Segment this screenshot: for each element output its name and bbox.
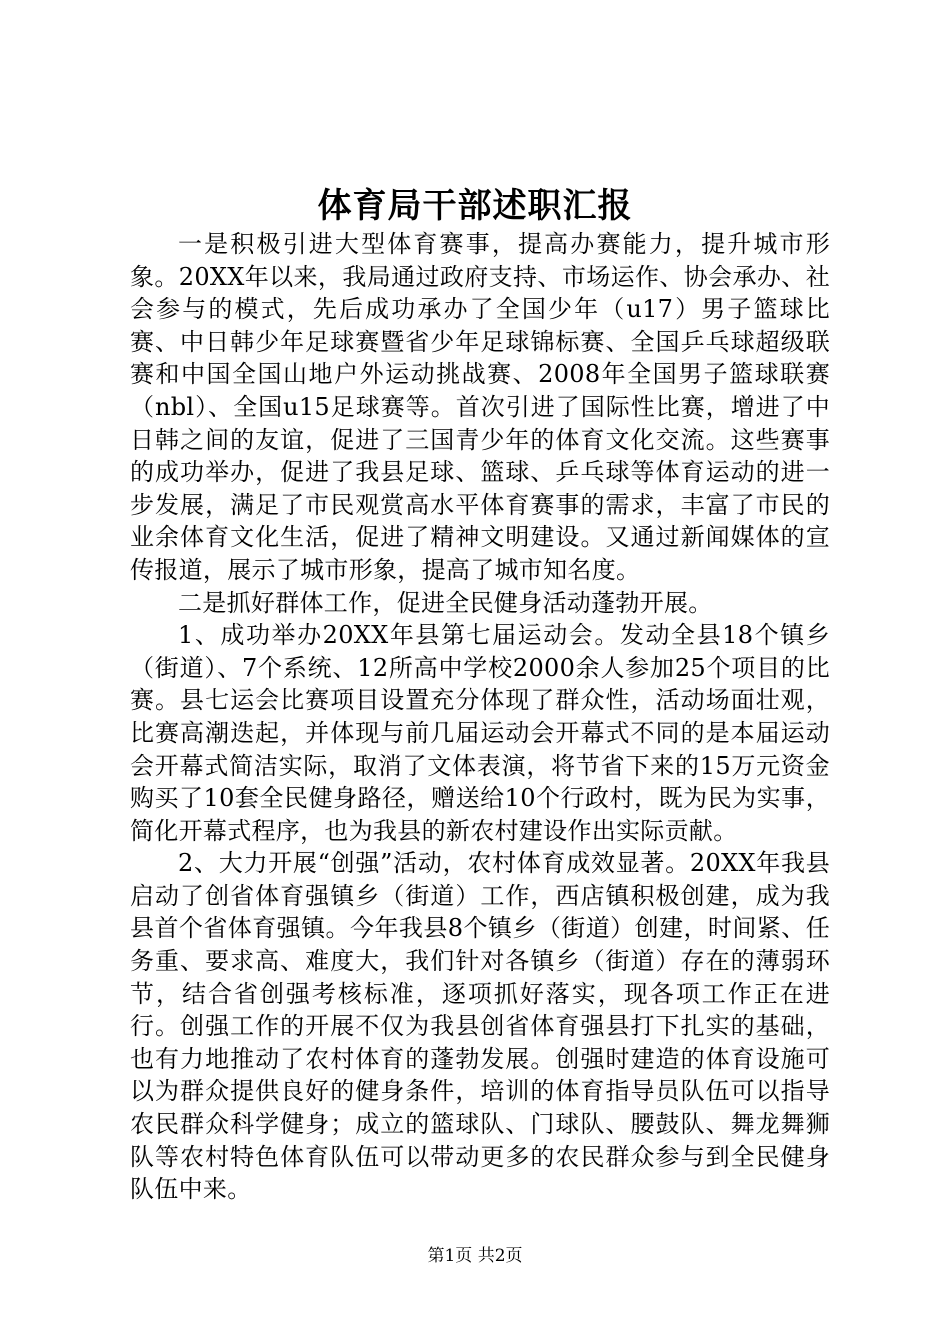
paragraph-1: 一是积极引进大型体育赛事，提高办赛能力，提升城市形象。20XX年以来，我局通过政府支持、市场运作、协会承办、社会参与的模式，先后成功承办了全国少年（u17）男子篮球比赛、中日韩少年足球赛暨省少年足球锦标赛、全国乒乓球超级联赛和中国全国山地户外运动挑战赛、2008年全国男子篮球联赛（nbl）、全国u15足球赛等。首次引进了国际性比赛，增进了中日韩之间的友谊，促进了三国青少年的体育文化交流。这些赛事的成功举办，促进了我县足球、篮球、乒乓球等体育运动的进一步发展，满足了市民观赏高水平体育赛事的需求，丰富了市民的业余体育文化生活，促进了精神文明建设。又通过新闻媒体的宣传报道，展示了城市形象，提高了城市知名度。	[130, 230, 830, 584]
paragraph-4: 2、大力开展“创强”活动，农村体育成效显著。20XX年我县启动了创省体育强镇乡（街道）工作，西店镇积极创建，成为我县首个省体育强镇。今年我县8个镇乡（街道）创建，时间紧、任务重、要求高、难度大，我们针对各镇乡（街道）存在的薄弱环节，结合省创强考核标准，逐项抓好落实，现各项工作正在进行。创强工作的开展不仅为我县创省体育强县打下扎实的基础，也有力地推动了农村体育的蓬勃发展。创强时建造的体育设施可以为群众提供良好的健身条件，培训的体育指导员队伍可以指导农民群众科学健身；成立的篮球队、门球队、腰鼓队、舞龙舞狮队等农村特色体育队伍可以带动更多的农民群众参与到全民健身队伍中来。	[130, 849, 830, 1204]
document-body	[130, 228, 830, 1206]
paragraph-3: 1、成功举办20XX年县第七届运动会。发动全县18个镇乡（街道）、7个系统、12所高中学校2000余人参加25个项目的比赛。县七运会比赛项目设置充分体现了群众性，活动场面壮观，比赛高潮迭起，并体现与前几届运动会开幕式不同的是本届运动会开幕式简洁实际，取消了文体表演，将节省下来的15万元资金购买了10套全民健身路径，赠送给10个行政村，既为民为实事，简化开幕式程序，也为我县的新农村建设作出实际贡献。	[130, 621, 830, 845]
page-number-footer: 第1页 共2页	[427, 1246, 523, 1266]
paragraph-2: 二是抓好群体工作，促进全民健身活动蓬勃开展。	[178, 588, 713, 617]
document-title: 体育局干部述职汇报	[317, 186, 633, 226]
